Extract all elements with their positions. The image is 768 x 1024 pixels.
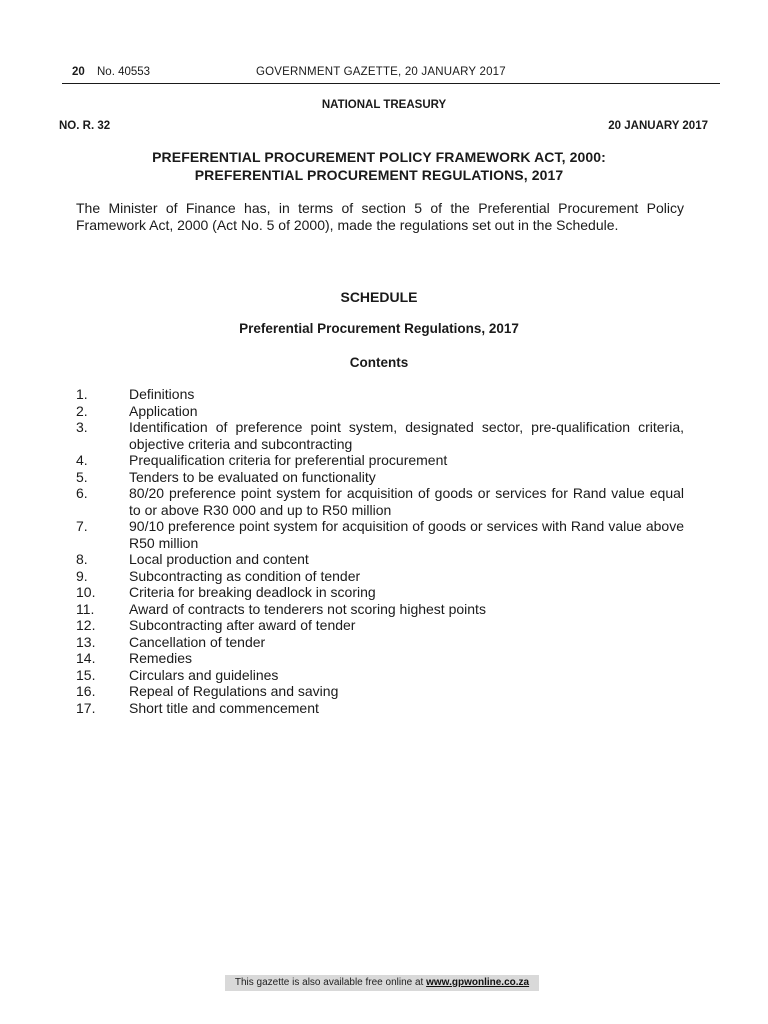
footer-link[interactable]: www.gpwonline.co.za bbox=[426, 977, 530, 988]
title-line-1: PREFERENTIAL PROCUREMENT POLICY FRAMEWORK ACT, 2000: bbox=[152, 149, 606, 165]
notice-date: 20 JANUARY 2017 bbox=[608, 120, 708, 132]
contents-item bbox=[76, 403, 684, 420]
contents-item-title: Cancellation of tender bbox=[129, 633, 266, 650]
department-heading: NATIONAL TREASURY bbox=[321, 99, 447, 111]
contents-item bbox=[76, 452, 684, 469]
contents-item bbox=[76, 485, 684, 518]
contents-item-title: Short title and commencement bbox=[129, 699, 319, 716]
contents-item bbox=[76, 683, 684, 700]
contents-item-number: 11. bbox=[76, 600, 95, 617]
contents-item-number: 16. bbox=[76, 683, 96, 699]
contents-item-number: 8. bbox=[76, 551, 88, 567]
contents-item bbox=[76, 650, 684, 667]
contents-item bbox=[76, 568, 684, 585]
intro-paragraph: The Minister of Finance has, in terms of section 5 of the Preferential Procurement Policy Framework Act, 2000 (Act No. 5 of 2000), made the regulations set out in the Schedule. bbox=[76, 200, 684, 233]
contents-item-number: 7. bbox=[76, 518, 88, 534]
contents-heading: Contents bbox=[349, 355, 409, 370]
contents-item bbox=[76, 518, 684, 551]
contents-item bbox=[76, 584, 684, 601]
contents-item-number: 10. bbox=[76, 584, 96, 600]
contents-item-title: 90/10 preference point system for acquisition of goods or services with Rand value above R50 million bbox=[129, 518, 684, 551]
footer-notice bbox=[225, 975, 539, 991]
contents-list bbox=[76, 386, 684, 716]
contents-item bbox=[76, 634, 684, 651]
notice-number: NO. R. 32 bbox=[59, 120, 111, 132]
document-title bbox=[0, 148, 758, 184]
contents-item-number: 5. bbox=[76, 468, 88, 485]
schedule-heading: SCHEDULE bbox=[340, 289, 418, 305]
contents-item-number: 12. bbox=[76, 617, 96, 633]
contents-item bbox=[76, 667, 684, 684]
contents-item bbox=[76, 469, 684, 486]
contents-item-number: 14. bbox=[76, 650, 96, 666]
contents-item-title: Prequalification criteria for preferential procurement bbox=[129, 452, 448, 468]
contents-item-title: Identification of preference point system, designated sector, pre-qualification criteria, objective criteria and subcontracting bbox=[129, 419, 684, 452]
contents-item-title: Award of contracts to tenderers not scoring highest points bbox=[129, 600, 486, 617]
contents-item bbox=[76, 551, 684, 568]
contents-item-number: 4. bbox=[76, 452, 88, 468]
contents-item bbox=[76, 386, 684, 403]
contents-item-title: Circulars and guidelines bbox=[129, 666, 279, 683]
contents-item bbox=[76, 419, 684, 452]
contents-item-number: 3. bbox=[76, 419, 88, 435]
contents-item-number: 13. bbox=[76, 633, 96, 650]
contents-item-number: 2. bbox=[76, 402, 88, 419]
contents-item-title: Local production and content bbox=[129, 551, 309, 567]
gazette-title: GOVERNMENT GAZETTE, 20 JANUARY 2017 bbox=[256, 66, 506, 78]
contents-item-title: Definitions bbox=[129, 386, 195, 402]
contents-item-number: 1. bbox=[76, 386, 88, 402]
contents-item-title: Application bbox=[129, 402, 198, 419]
contents-item-number: 17. bbox=[76, 699, 96, 716]
contents-item-title: Remedies bbox=[129, 650, 193, 666]
contents-item-title: Criteria for breaking deadlock in scoring bbox=[129, 584, 376, 600]
page-number: 20 bbox=[72, 66, 85, 78]
contents-item bbox=[76, 700, 684, 717]
contents-item-title: 80/20 preference point system for acquisition of goods or services for Rand value equal to or above R30 000 and up to R50 million bbox=[129, 485, 684, 518]
contents-item-number: 6. bbox=[76, 485, 88, 501]
contents-item bbox=[76, 617, 684, 634]
contents-item-title: Subcontracting after award of tender bbox=[129, 617, 356, 633]
footer-text: This gazette is also available free online at bbox=[234, 977, 427, 988]
schedule-subtitle: Preferential Procurement Regulations, 2017 bbox=[239, 321, 519, 336]
contents-item-title: Subcontracting as condition of tender bbox=[129, 567, 361, 584]
contents-item-number: 9. bbox=[76, 567, 88, 584]
contents-item bbox=[76, 601, 684, 618]
contents-item-title: Repeal of Regulations and saving bbox=[129, 683, 339, 699]
contents-item-title: Tenders to be evaluated on functionality bbox=[129, 468, 376, 485]
running-header bbox=[62, 63, 720, 84]
contents-item-number: 15. bbox=[76, 666, 96, 683]
title-line-2: PREFERENTIAL PROCUREMENT REGULATIONS, 2017 bbox=[194, 167, 564, 183]
issue-number: No. 40553 bbox=[97, 66, 151, 78]
